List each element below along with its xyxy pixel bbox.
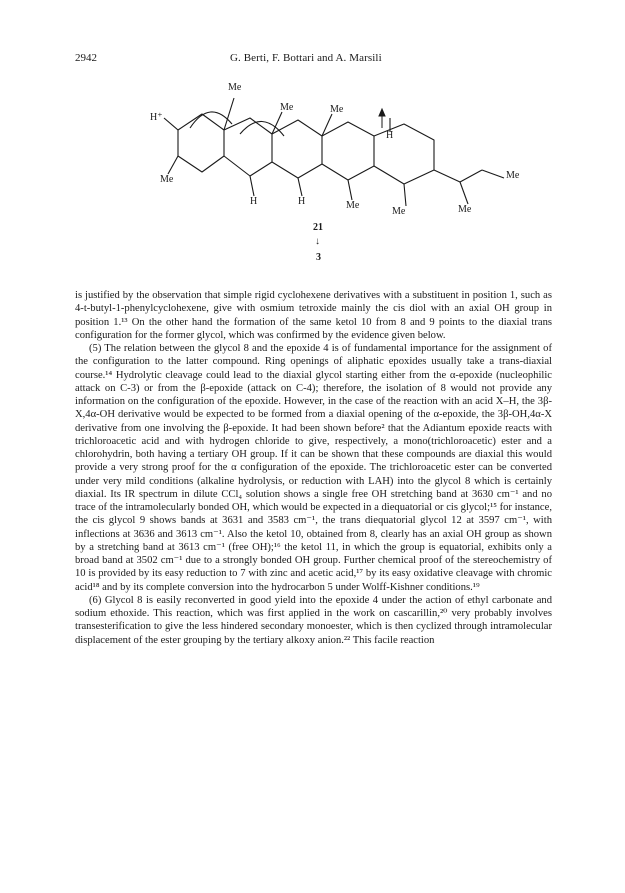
running-head: G. Berti, F. Bottari and A. Marsili <box>230 52 382 64</box>
side-chain <box>434 170 482 182</box>
article-body <box>75 289 552 647</box>
ring-a <box>178 114 224 172</box>
label-me-bottom-1: Me <box>346 200 360 211</box>
ring-e <box>374 124 434 184</box>
top-methyl <box>224 98 234 130</box>
ring-c <box>272 120 322 178</box>
label-me-top: Me <box>228 82 242 93</box>
paragraph-1: is justified by the observation that simple rigid cyclohexene derivatives with a substituent in position 1, such as 4-t-butyl-1-phenylcyclohexene, give with osmium tetroxide mainly the cis diol with an axial OH group in position 1.¹³ On the other hand the formation of the same ketol 10 from 8 and 9 points to the diaxial trans configuration for the former glycol, which was confirmed by the evidence given below. <box>75 290 552 341</box>
paragraph-2: (5) The relation between the glycol 8 and the epoxide 4 is of fundamental importance for the assignment of the configuration to the latter compound. Ring openings of aliphatic epoxides usually take a trans-diaxial course.¹⁴ Hydrolytic cleavage could lead to the diaxial glycol starting either from the α-epoxide (nucleophilic attack on C-3) or from the β-epoxide (attack on C-4); therefore, the isolation of 8 would not provide any information on the configuration of the epoxide. However, in the case of the reaction with an acid X–H, the 3β-X,4α-OH derivative would be expected to be formed from a diaxial opening of the α-epoxide, the 3β-OH,4α-X derivative from one involving the β-epoxide. It had been shown before² that the Adiantum epoxide reacts with trichloroacetic acid and with hydrogen chloride to give, respectively, a mono(trichloroacetic) ester and a chlorohydrin, both having a tertiary OH group. If it can be shown that these compounds are diaxial this would provide a very strong proof for the α configuration of the epoxide. The trichloroacetic ester can be converted under very mild conditions (alkaline hydrolysis, or reduction with LAH) into the glycol 8 which is certainly diaxial. Its IR spectrum in dilute CCl₄ solution shows a single free OH stretching band at 3630 cm⁻¹ and no trace of the intramolecularly bonded OH, which would be expected in a diequatorial or cis glycol;¹⁵ for instance, the cis glycol 9 shows bands at 3631 and 3583 cm⁻¹, the trans diequatorial glycol 12 at 3597 cm⁻¹, with inflections at 3636 and 3613 cm⁻¹. Also the ketol 10, obtained from 8, clearly has an axial OH group as shown by a stretching band at 3613 cm⁻¹ (free OH);¹⁶ the ketol 11, in which the group is equatorial, exhibits only a broad band at 3502 cm⁻¹ due to a strongly bonded OH group. Further chemical proof of the stereochemistry of 10 is provided by its easy reduction to 7 with zinc and acetic acid,¹⁷ by its easy oxidative cleavage with chromic acid¹⁸ and by its complete conversion into the hydrocarbon 5 under Wolff-Kishner conditions.¹⁹ <box>75 343 552 593</box>
label-me-left: Me <box>160 174 174 185</box>
label-me-a: Me <box>280 102 294 113</box>
paragraph-3: (6) Glycol 8 is easily reconverted in good yield into the epoxide 4 under the action of ethyl carbonate and sodium ethoxide. This reaction, which was first applied in the work on cascarillin,²⁰ very probably involves transesterification to give the less hindered secondary monoester, which is then cyclized through intramolecular displacement of the ester grouping by the tertiary alkoxy anion.²² This facile reaction <box>75 594 552 646</box>
label-h-1: H <box>250 196 258 207</box>
label-me-right-2: Me <box>458 204 472 215</box>
label-h-right: H <box>386 130 394 141</box>
label-me-bottom-2: Me <box>392 206 406 217</box>
page-number: 2942 <box>75 52 97 64</box>
label-h-plus: H⁺ <box>150 112 163 123</box>
label-me-b: Me <box>330 104 344 115</box>
label-me-right-1: Me <box>506 170 520 181</box>
compound-from-number: 21 <box>313 222 323 233</box>
reaction-arrow: ↓ <box>315 236 320 247</box>
label-h-2: H <box>298 196 306 207</box>
compound-to-number: 3 <box>316 252 321 263</box>
ring-d <box>322 122 374 180</box>
structure-figure <box>120 78 540 300</box>
